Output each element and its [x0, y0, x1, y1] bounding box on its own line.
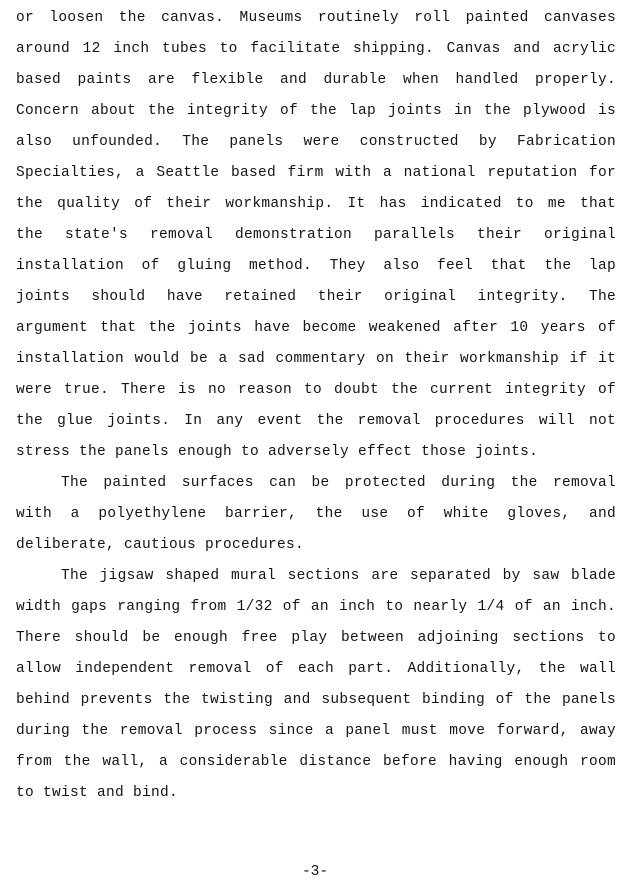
text-line: There should be enough free play between adjoining sections to	[16, 630, 616, 646]
text-line: the glue joints. In any event the removal procedures will not	[16, 413, 616, 429]
text-line: width gaps ranging from 1/32 of an inch to nearly 1/4 of an inch.	[16, 599, 616, 615]
text-line: from the wall, a considerable distance before having enough room	[16, 754, 616, 770]
text-line: installation would be a sad commentary on their workmanship if it	[16, 351, 616, 367]
text-line: argument that the joints have become weakened after 10 years of	[16, 320, 616, 336]
page-number: -3-	[301, 864, 329, 880]
text-line: or loosen the canvas. Museums routinely roll painted canvases	[16, 10, 616, 26]
text-line: stress the panels enough to adversely effect those joints.	[16, 444, 539, 460]
text-line: allow independent removal of each part. Additionally, the wall	[16, 661, 616, 677]
text-line: to twist and bind.	[16, 785, 179, 801]
text-line: installation of gluing method. They also feel that the lap	[16, 258, 616, 274]
text-line: the state's removal demonstration parallels their original	[16, 227, 616, 243]
text-line: behind prevents the twisting and subsequent binding of the panels	[16, 692, 616, 708]
text-line: deliberate, cautious procedures.	[16, 537, 305, 553]
text-line: around 12 inch tubes to facilitate shipping. Canvas and acrylic	[16, 41, 616, 57]
text-line: The jigsaw shaped mural sections are separated by saw blade	[61, 568, 616, 584]
text-line: also unfounded. The panels were constructed by Fabrication	[16, 134, 616, 150]
text-line: were true. There is no reason to doubt the current integrity of	[16, 382, 616, 398]
text-line: with a polyethylene barrier, the use of white gloves, and	[16, 506, 616, 522]
text-line: Concern about the integrity of the lap joints in the plywood is	[16, 103, 616, 119]
text-line: the quality of their workmanship. It has indicated to me that	[16, 196, 616, 212]
text-line: The painted surfaces can be protected during the removal	[61, 475, 616, 491]
text-line: based paints are flexible and durable when handled properly.	[16, 72, 616, 88]
text-line: Specialties, a Seattle based firm with a national reputation for	[16, 165, 616, 181]
text-line: during the removal process since a panel must move forward, away	[16, 723, 616, 739]
text-line: joints should have retained their original integrity. The	[16, 289, 616, 305]
